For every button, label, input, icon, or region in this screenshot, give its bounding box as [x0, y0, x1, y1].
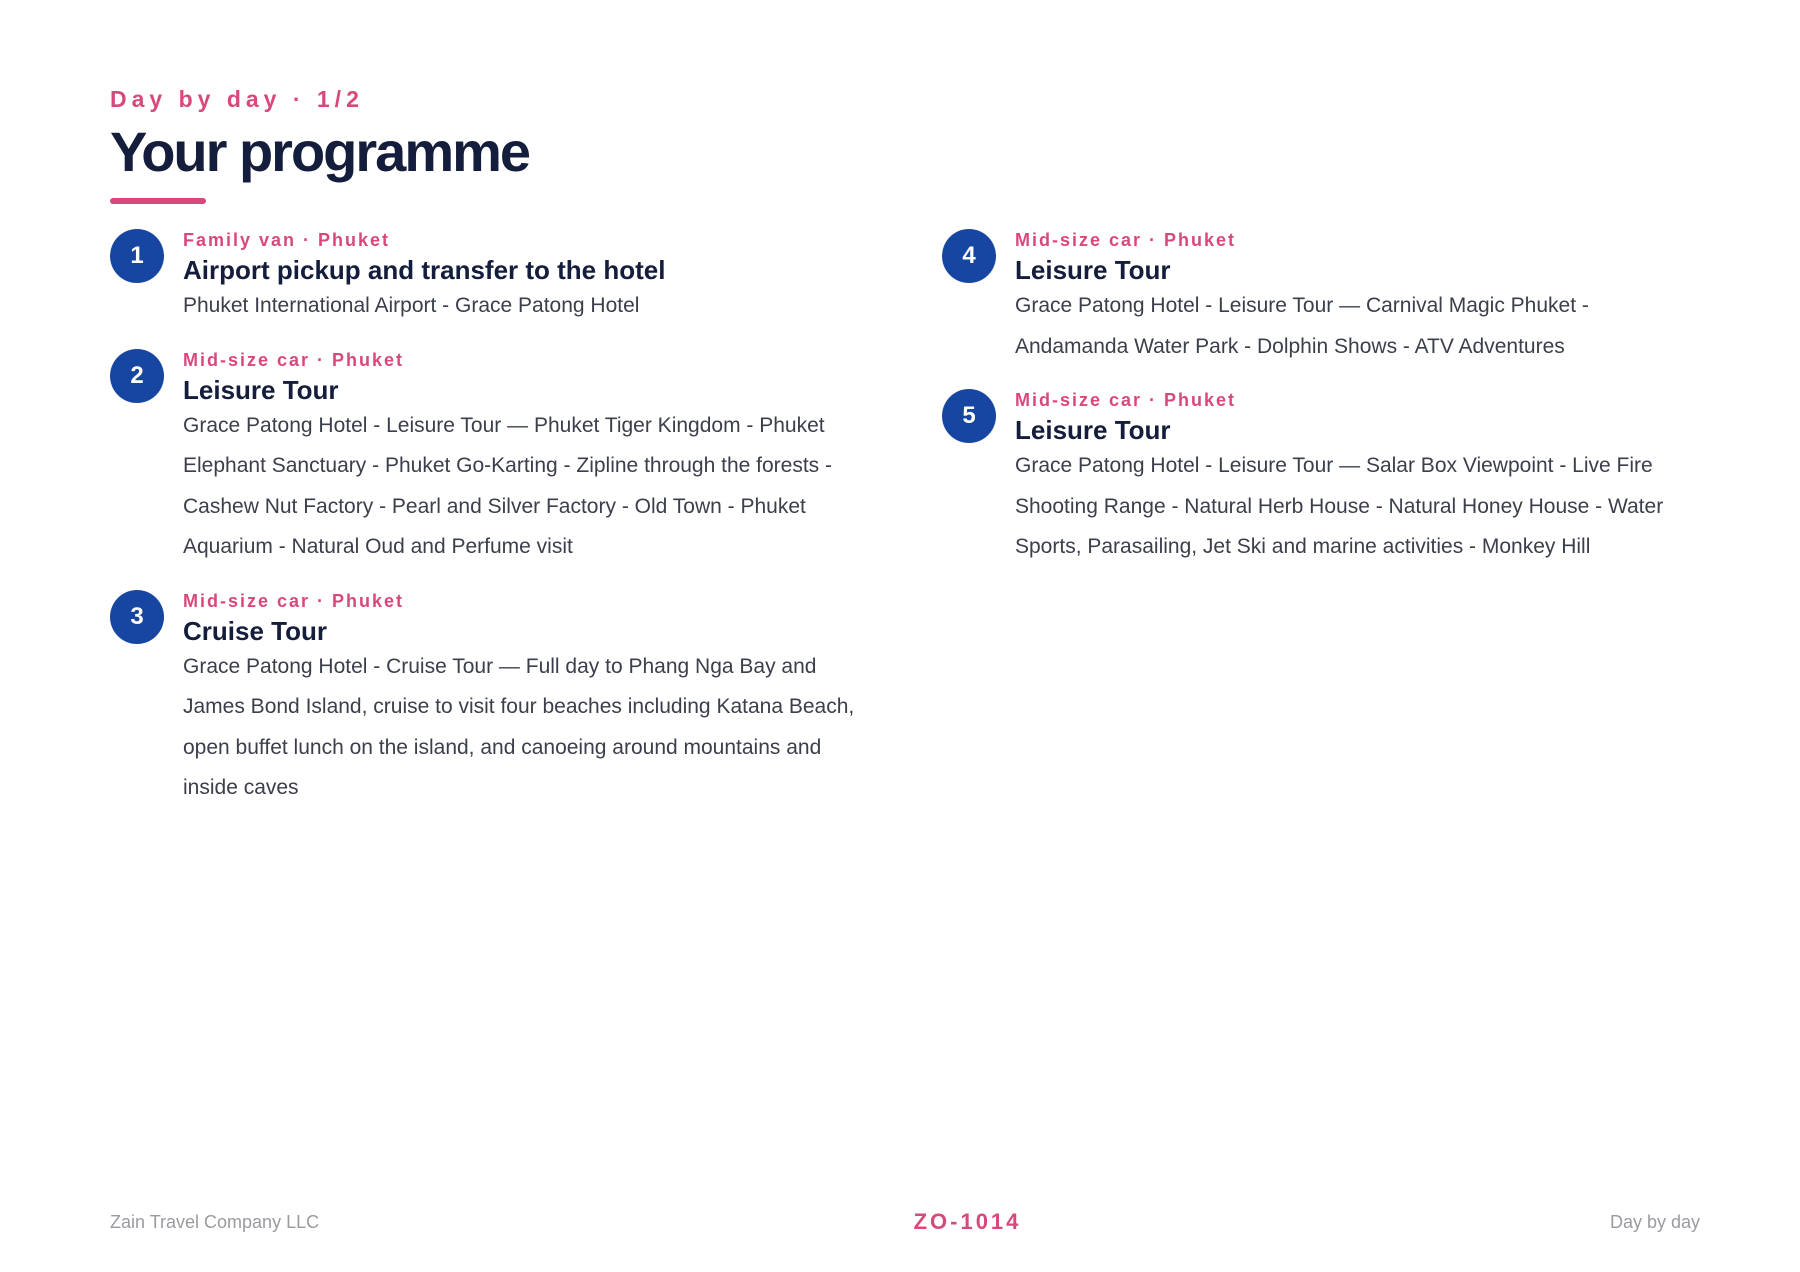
day-description: Grace Patong Hotel - Cruise Tour — Full day to Phang Nga Bay and James Bond Island, cruise to visit four beaches including Katana Beach, open buffet lunch on the island, and canoeing around mountains and inside caves — [183, 654, 855, 799]
day-title: Airport pickup and transfer to the hotel — [183, 255, 666, 285]
left-column — [110, 228, 880, 831]
title-underline — [110, 198, 206, 204]
day-item — [942, 229, 1712, 367]
day-vehicle-location: Mid-size car · Phuket — [1015, 230, 1237, 250]
day-vehicle-location: Mid-size car · Phuket — [183, 590, 405, 611]
day-title: Leisure Tour — [1015, 255, 1171, 285]
day-item — [110, 229, 880, 327]
day-description: Grace Patong Hotel - Leisure Tour — Salar Box Viewpoint - Live Fire Shooting Range - Natural Herb House - Natural Honey House - Water Sports, Parasailing, Jet Ski and marine activities - Monkey Hill — [1015, 454, 1664, 558]
day-description: Grace Patong Hotel - Leisure Tour — Carnival Magic Phuket - Andamanda Water Park - Dolphin Shows - ATV Adventures — [1015, 294, 1589, 358]
right-column — [942, 228, 1712, 590]
day-vehicle-location: Mid-size car · Phuket — [1015, 390, 1237, 410]
footer-reference: ZO-1014 — [913, 1209, 1022, 1234]
day-title: Cruise Tour — [183, 615, 327, 646]
footer-section: Day by day — [1609, 1212, 1700, 1232]
day-number-badge: 3 — [110, 590, 164, 644]
day-description: Phuket International Airport - Grace Patong Hotel — [183, 294, 640, 317]
day-item — [110, 590, 880, 809]
day-number-badge: 2 — [110, 349, 164, 403]
day-number-badge: 1 — [110, 229, 164, 283]
section-eyebrow: Day by day · 1/2 — [110, 86, 364, 112]
day-title: Leisure Tour — [1015, 415, 1171, 445]
day-item — [942, 389, 1712, 568]
day-description: Grace Patong Hotel - Leisure Tour — Phuket Tiger Kingdom - Phuket Elephant Sanctuary - Phuket Go-Karting - Zipline through the forests - Cashew Nut Factory - Pearl and Silver Factory - Old Town - Phuket Aquarium - Natural Oud and Perfume visit — [183, 413, 833, 558]
day-number-badge: 4 — [942, 229, 996, 283]
day-vehicle-location: Mid-size car · Phuket — [183, 349, 405, 370]
day-title: Leisure Tour — [183, 374, 339, 405]
day-item — [110, 349, 880, 568]
page-title: Your programme — [110, 120, 530, 183]
footer-company: Zain Travel Company LLC — [110, 1212, 320, 1232]
day-number-badge: 5 — [942, 389, 996, 443]
day-vehicle-location: Family van · Phuket — [183, 230, 391, 250]
